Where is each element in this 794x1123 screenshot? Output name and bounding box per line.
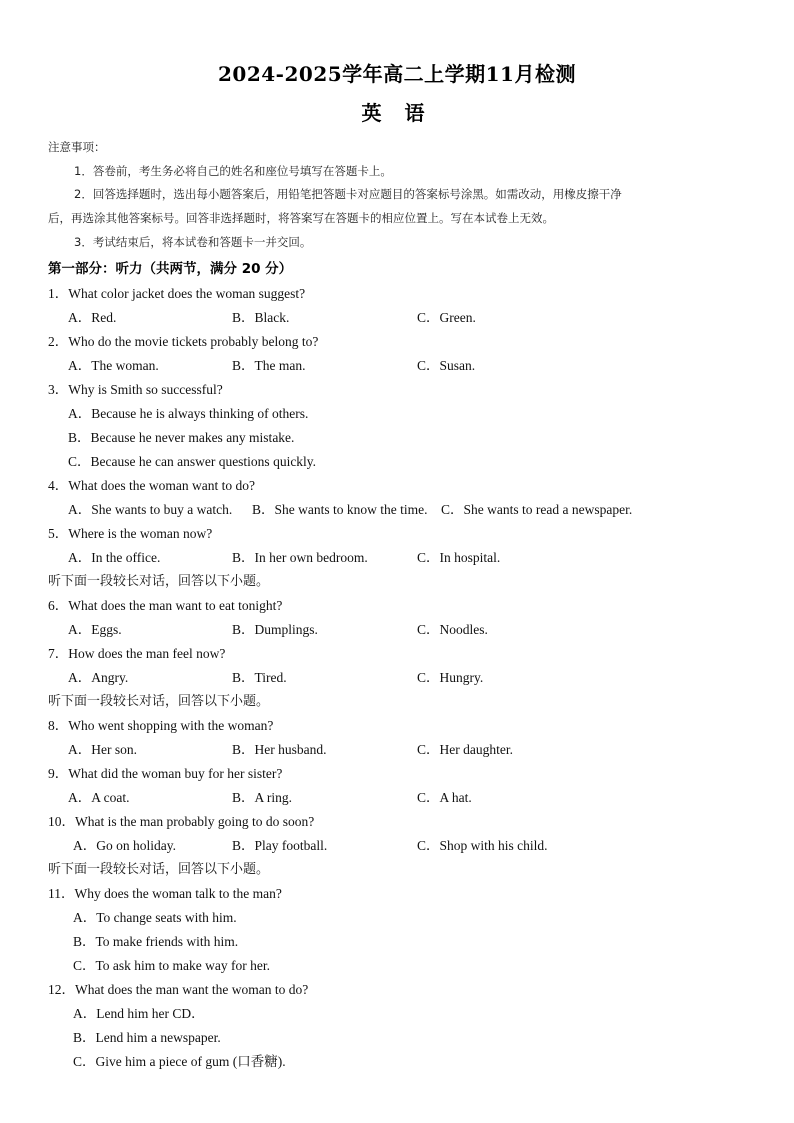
- option-c: C．Her daughter.: [417, 742, 513, 757]
- option-a: A．To change seats with him.: [73, 910, 237, 925]
- option-c: C．Give him a piece of gum (口香糖).: [73, 1054, 286, 1069]
- option-c: C．Hungry.: [417, 670, 484, 685]
- note-item: 2．回答选择题时，选出每小题答案后，用铅笔把答题卡对应题目的答案标号涂黑。如需改动，用橡皮擦干净: [74, 187, 622, 201]
- note-item: 3．考试结束后，将本试卷和答题卡一并交回。: [74, 235, 312, 249]
- option-b: B．A ring.: [232, 790, 293, 805]
- option-b: B．Play football.: [232, 838, 328, 853]
- option-a: A．Because he is always thinking of others.: [68, 406, 309, 421]
- question-text: 1．What color jacket does the woman suggest?: [48, 286, 306, 301]
- option-a: A．Lend him her CD．: [73, 1006, 205, 1021]
- option-a: A．The woman.: [68, 358, 159, 373]
- question-text: 11．Why does the woman talk to the man?: [48, 886, 282, 901]
- question-text: 7．How does the man feel now?: [48, 646, 226, 661]
- note-item: 后，再选涂其他答案标号。回答非选择题时，将答案写在答题卡的相应位置上。写在本试卷上无效。: [48, 211, 554, 225]
- question-text: 4．What does the woman want to do?: [48, 478, 255, 493]
- section-heading: 第一部分：听力（共两节，满分 20 分）: [48, 261, 293, 277]
- option-b: B．Her husband.: [232, 742, 327, 757]
- option-b: B．She wants to know the time.: [252, 502, 428, 517]
- option-c: C．Shop with his child.: [417, 838, 548, 853]
- option-b: B．Because he never makes any mistake.: [68, 430, 295, 445]
- question-text: 9．What did the woman buy for her sister?: [48, 766, 283, 781]
- option-c: C．Noodles.: [417, 622, 488, 637]
- option-b: B．Lend him a newspaper.: [73, 1030, 221, 1045]
- option-c: C．Susan.: [417, 358, 476, 373]
- option-a: A．In the office.: [68, 550, 161, 565]
- question-text: 6．What does the man want to eat tonight?: [48, 598, 283, 613]
- dialogue-intro: 听下面一段较长对话，回答以下小题。: [48, 694, 270, 709]
- option-a: A．Red.: [68, 310, 117, 325]
- page-title: 2024-2025学年高二上学期11月检测: [218, 62, 576, 86]
- question-text: 5．Where is the woman now?: [48, 526, 213, 541]
- option-b: B．To make friends with him.: [73, 934, 239, 949]
- option-a: A．Eggs.: [68, 622, 122, 637]
- dialogue-intro: 听下面一段较长对话，回答以下小题。: [48, 862, 270, 877]
- option-c: C．In hospital.: [417, 550, 501, 565]
- option-a: A．Her son.: [68, 742, 137, 757]
- option-a: A．She wants to buy a watch.: [68, 502, 233, 517]
- question-text: 2．Who do the movie tickets probably belong to?: [48, 334, 319, 349]
- option-b: B．Black.: [232, 310, 290, 325]
- option-a: A．Go on holiday.: [73, 838, 176, 853]
- option-b: B．The man.: [232, 358, 306, 373]
- subject-title: 英 语: [361, 101, 433, 125]
- option-b: B．In her own bedroom.: [232, 550, 368, 565]
- option-c: C．Because he can answer questions quickly.: [68, 454, 317, 469]
- option-c: C．Green.: [417, 310, 476, 325]
- option-b: B．Tired.: [232, 670, 287, 685]
- question-text: 10．What is the man probably going to do soon?: [48, 814, 315, 829]
- note-item: 1．答卷前，考生务必将自己的姓名和座位号填写在答题卡上。: [74, 164, 392, 178]
- notes-heading: 注意事项：: [48, 140, 106, 154]
- question-text: 3．Why is Smith so successful?: [48, 382, 223, 397]
- option-c: C．A hat.: [417, 790, 472, 805]
- question-text: 8．Who went shopping with the woman?: [48, 718, 274, 733]
- option-c: C．To ask him to make way for her.: [73, 958, 271, 973]
- option-c: C．She wants to read a newspaper.: [441, 502, 633, 517]
- option-a: A．Angry.: [68, 670, 129, 685]
- option-b: B．Dumplings.: [232, 622, 318, 637]
- dialogue-intro: 听下面一段较长对话，回答以下小题。: [48, 574, 270, 589]
- question-text: 12．What does the man want the woman to do?: [48, 982, 309, 997]
- option-a: A．A coat.: [68, 790, 130, 805]
